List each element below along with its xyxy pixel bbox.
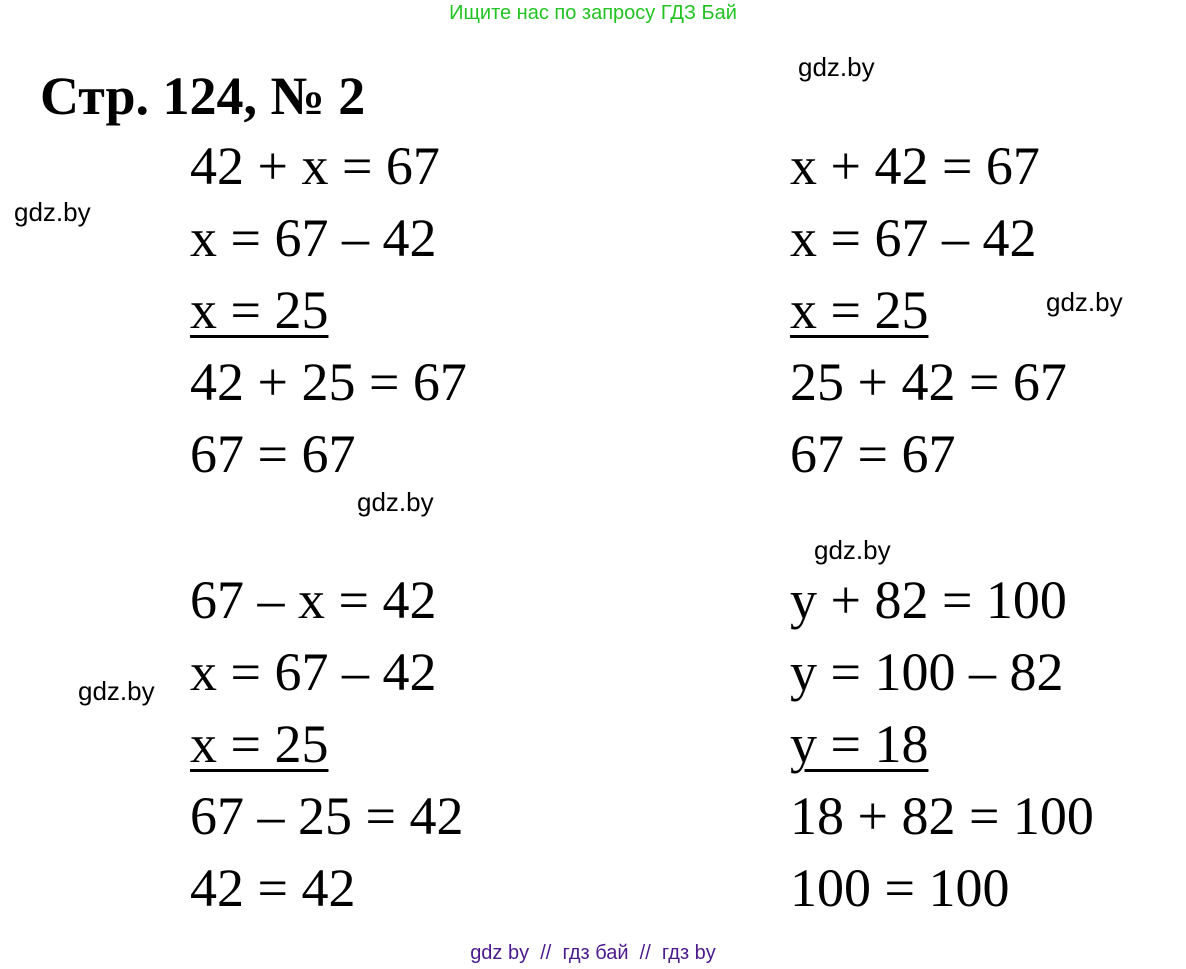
equation-answer: x = 25 — [790, 280, 929, 340]
equation-check: 67 – 25 = 42 — [190, 786, 464, 846]
equation-line: 42 + x = 67 — [190, 136, 440, 196]
equation-line: x + 42 = 67 — [790, 136, 1040, 196]
equation-line: x = 67 – 42 — [790, 208, 1037, 268]
watermark-text: gdz.by — [798, 52, 875, 82]
watermark-text: gdz.by — [357, 487, 434, 517]
footer-text: gdz by // гдз бай // гдз by — [470, 942, 716, 964]
equation-line: y + 82 = 100 — [790, 570, 1067, 630]
equation-check: 25 + 42 = 67 — [790, 352, 1067, 412]
equation-answer: x = 25 — [190, 714, 329, 774]
page-title: Стр. 124, № 2 — [40, 66, 366, 126]
equation-line: 67 – x = 42 — [190, 570, 437, 630]
equation-answer: y = 18 — [790, 714, 929, 774]
equation-check-result: 42 = 42 — [190, 858, 356, 918]
watermark-text: gdz.by — [14, 197, 91, 227]
watermark-text: gdz.by — [1046, 287, 1123, 317]
equation-check: 18 + 82 = 100 — [790, 786, 1094, 846]
equation-line: x = 67 – 42 — [190, 208, 437, 268]
watermark-text: gdz.by — [78, 676, 155, 706]
equation-answer: x = 25 — [190, 280, 329, 340]
equation-check-result: 100 = 100 — [790, 858, 1010, 918]
equation-check-result: 67 = 67 — [790, 424, 956, 484]
top-banner: Ищите нас по запросу ГДЗ Бай — [449, 2, 737, 24]
equation-line: y = 100 – 82 — [790, 642, 1064, 702]
watermark-text: gdz.by — [814, 535, 891, 565]
equation-check: 42 + 25 = 67 — [190, 352, 467, 412]
equation-line: x = 67 – 42 — [190, 642, 437, 702]
equation-check-result: 67 = 67 — [190, 424, 356, 484]
